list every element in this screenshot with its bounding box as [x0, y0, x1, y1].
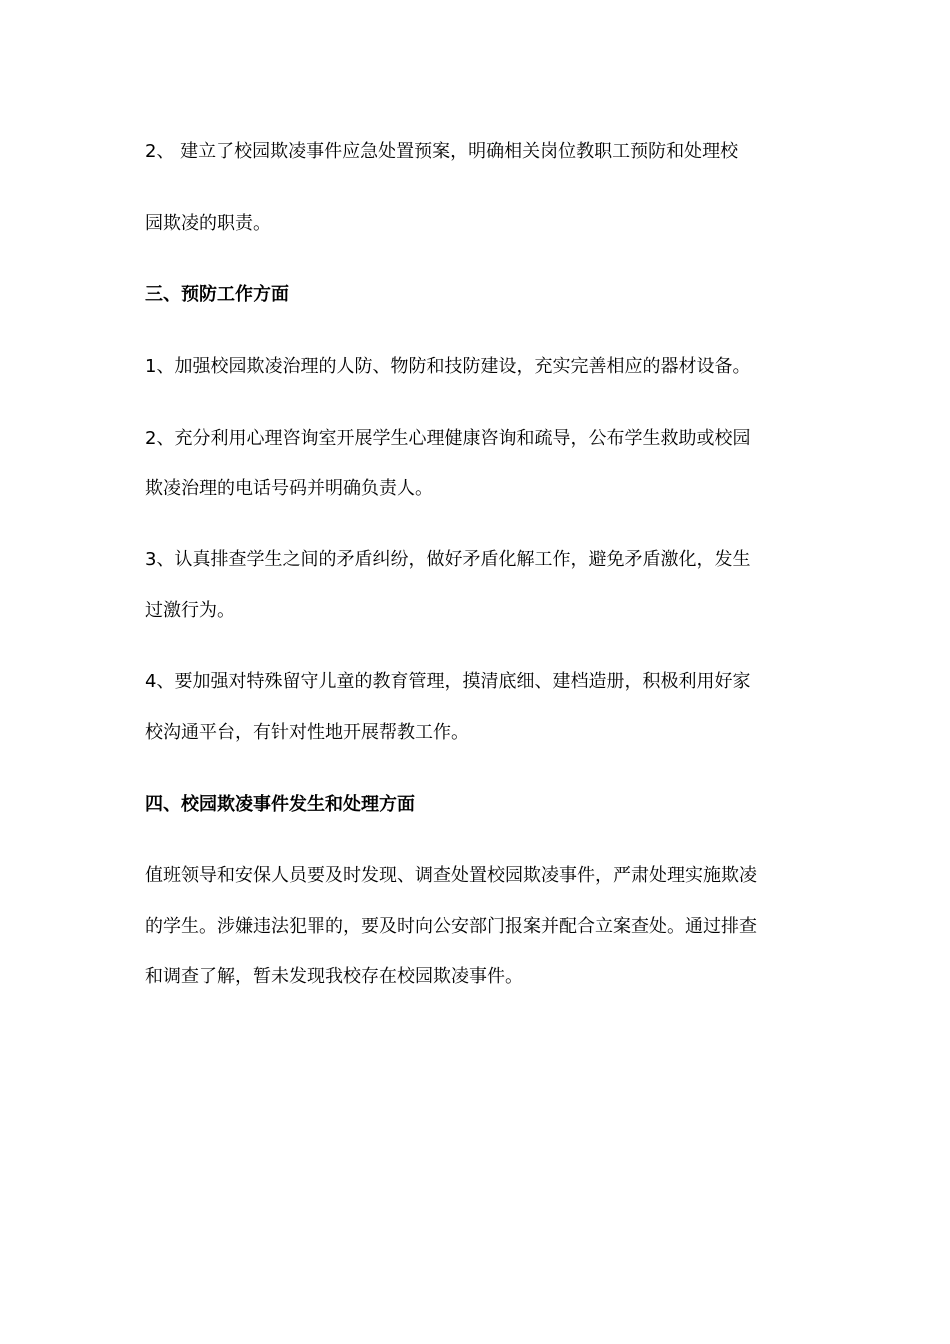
section-3-item-4-line-2: 校沟通平台，有针对性地开展帮教工作。: [145, 722, 469, 743]
section-3-item-3-line-1: 3、认真排查学生之间的矛盾纠纷，做好矛盾化解工作，避免矛盾激化，发生: [145, 549, 751, 570]
section-3-item-4-line-1: 4、要加强对特殊留守儿童的教育管理，摸清底细、建档造册，积极利用好家: [145, 671, 751, 692]
section-4-paragraph-line-3: 和调查了解，暂未发现我校存在校园欺凌事件。: [145, 966, 523, 987]
section-3-heading: 三、预防工作方面: [145, 284, 289, 305]
section-3-item-2-line-2: 欺凌治理的电话号码并明确负责人。: [145, 478, 433, 499]
section-4-paragraph-line-1: 值班领导和安保人员要及时发现、调查处置校园欺凌事件，严肃处理实施欺凌: [145, 865, 757, 886]
section-4-heading: 四、校园欺凌事件发生和处理方面: [145, 794, 415, 815]
section-3-item-3-line-2: 过激行为。: [145, 600, 235, 621]
section-3-item-2-line-1: 2、充分利用心理咨询室开展学生心理健康咨询和疏导，公布学生救助或校园: [145, 428, 751, 449]
section-4-paragraph-line-2: 的学生。涉嫌违法犯罪的，要及时向公安部门报案并配合立案查处。通过排查: [145, 916, 757, 937]
section-3-item-1: 1、加强校园欺凌治理的人防、物防和技防建设，充实完善相应的器材设备。: [145, 356, 751, 377]
item-2-line-1: 2、 建立了校园欺凌事件应急处置预案，明确相关岗位教职工预防和处理校: [145, 141, 739, 162]
item-2-line-2: 园欺凌的职责。: [145, 213, 271, 234]
